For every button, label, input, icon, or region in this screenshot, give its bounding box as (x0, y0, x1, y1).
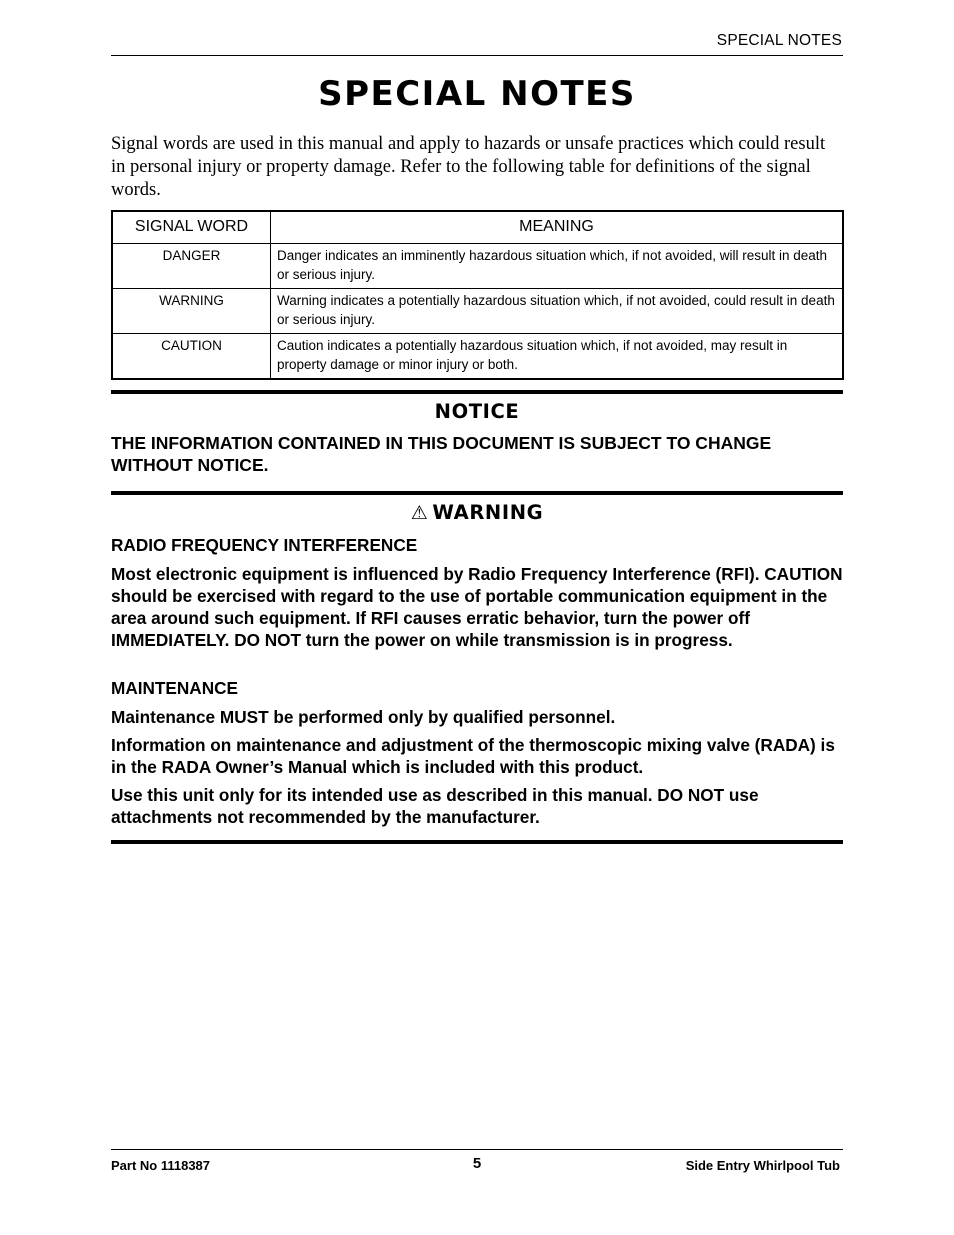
signal-word-cell: CAUTION (112, 334, 271, 380)
notice-heading: NOTICE (434, 400, 520, 423)
maintenance-heading: MAINTENANCE (111, 678, 238, 698)
signal-word-cell: DANGER (112, 244, 271, 289)
rfi-paragraph: Most electronic equipment is influenced by Radio Frequency Interference (RFI). CAUTION should be exercised with regard to the use of portable communication equipment in the area around such equipment. If RFI causes erratic behavior, turn the power off IMMEDIATELY. DO NOT turn the power on while transmission is in progress. (111, 564, 843, 650)
column-header-meaning: MEANING (271, 211, 844, 244)
footer-part-number: Part No 1118387 (111, 1158, 211, 1173)
maintenance-paragraph-2: Information on maintenance and adjustment of the thermoscopic mixing valve (RADA) is in the RADA Owner’s Manual which is included with this product. (111, 735, 835, 777)
table-row (112, 289, 843, 334)
warning-top-rule (111, 491, 843, 495)
signal-word-cell: WARNING (112, 289, 271, 334)
notice-top-rule (111, 390, 843, 394)
header-rule (111, 55, 843, 56)
warning-bottom-rule (111, 840, 843, 844)
warning-triangle-icon: ⚠ (410, 502, 429, 524)
warning-heading-label: WARNING (432, 501, 544, 524)
maintenance-paragraph-1: Maintenance MUST be performed only by qualified personnel. (111, 707, 616, 727)
table-row (112, 244, 843, 289)
intro-paragraph: Signal words are used in this manual and apply to hazards or unsafe practices which could result in personal injury or property damage. Refer to the following table for definitions of the signal words. (111, 134, 826, 200)
meaning-cell: Danger indicates an imminently hazardous situation which, if not avoided, will result in death or serious injury. (271, 244, 844, 289)
footer-product-name: Side Entry Whirlpool Tub (685, 1158, 840, 1173)
warning-heading (111, 501, 843, 524)
meaning-cell: Caution indicates a potentially hazardous situation which, if not avoided, may result in property damage or minor injury or both. (271, 334, 844, 380)
table-row (112, 334, 843, 380)
footer-page-number: 5 (472, 1155, 482, 1172)
page-title: SPECIAL NOTES (318, 74, 636, 114)
meaning-cell: Warning indicates a potentially hazardous situation which, if not avoided, could result in death or serious injury. (271, 289, 844, 334)
footer-rule (111, 1149, 843, 1150)
signal-word-table (111, 210, 844, 380)
table-header-row (112, 211, 843, 244)
maintenance-paragraph-3: Use this unit only for its intended use as described in this manual. DO NOT use attachments not recommended by the manufacturer. (111, 785, 759, 827)
rfi-heading: RADIO FREQUENCY INTERFERENCE (111, 535, 418, 555)
column-header-signal-word: SIGNAL WORD (112, 211, 271, 244)
notice-text: THE INFORMATION CONTAINED IN THIS DOCUMENT IS SUBJECT TO CHANGE WITHOUT NOTICE. (111, 433, 772, 475)
running-header-title: SPECIAL NOTES (716, 32, 842, 49)
